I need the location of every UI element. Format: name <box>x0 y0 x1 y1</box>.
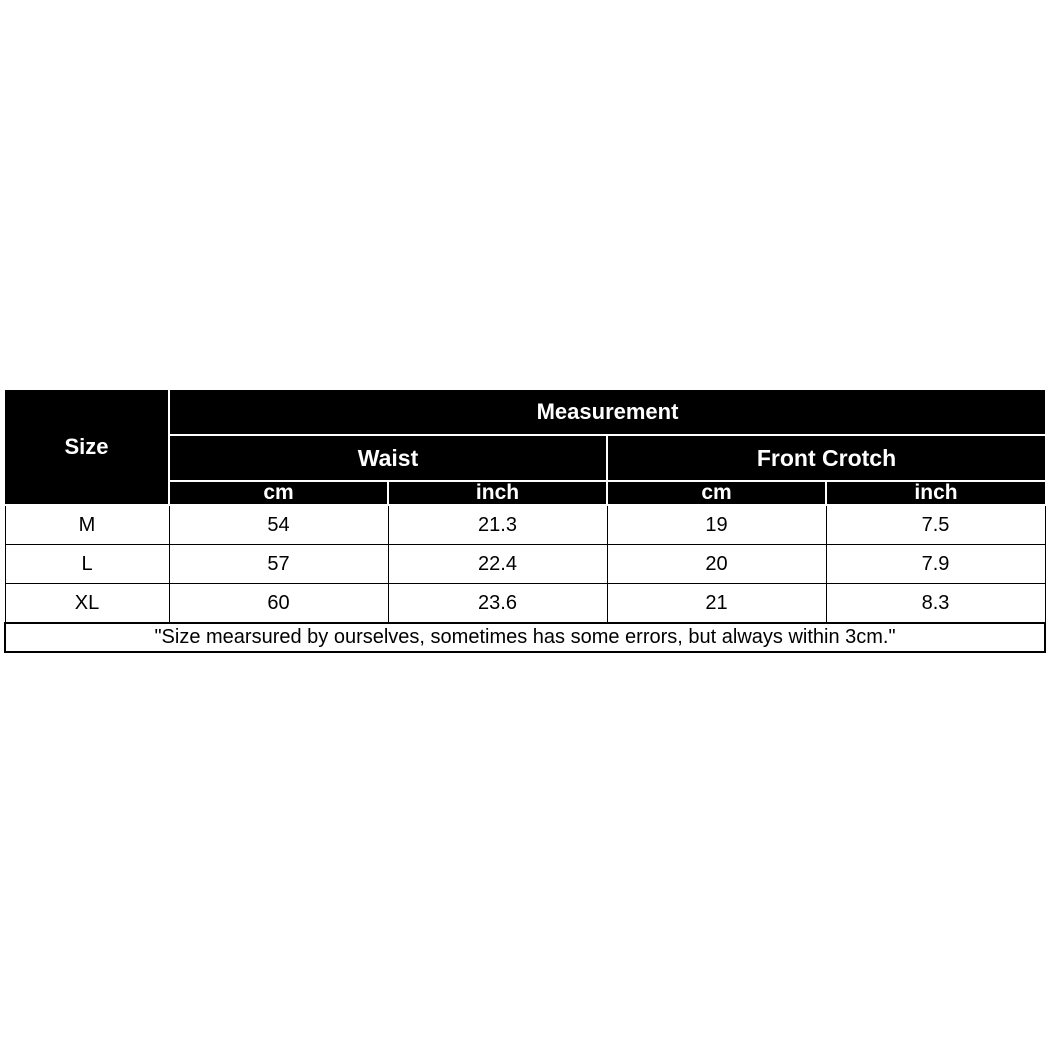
waist-header: Waist <box>169 435 607 481</box>
waist-cm-cell: 60 <box>169 584 388 624</box>
unit-header-crotch-inch: inch <box>826 481 1045 505</box>
size-header: Size <box>5 390 169 505</box>
crotch-cm-cell: 21 <box>607 584 826 624</box>
size-cell: M <box>5 505 169 545</box>
table-row <box>5 584 1045 624</box>
size-chart-table <box>4 390 1046 653</box>
waist-inch-cell: 22.4 <box>388 545 607 584</box>
crotch-inch-cell: 7.9 <box>826 545 1045 584</box>
front-crotch-header: Front Crotch <box>607 435 1045 481</box>
size-cell: XL <box>5 584 169 624</box>
crotch-inch-cell: 7.5 <box>826 505 1045 545</box>
waist-inch-cell: 23.6 <box>388 584 607 624</box>
waist-cm-cell: 57 <box>169 545 388 584</box>
waist-inch-cell: 21.3 <box>388 505 607 545</box>
crotch-cm-cell: 20 <box>607 545 826 584</box>
unit-header-waist-cm: cm <box>169 481 388 505</box>
size-cell: L <box>5 545 169 584</box>
waist-cm-cell: 54 <box>169 505 388 545</box>
unit-header-crotch-cm: cm <box>607 481 826 505</box>
measurement-note: "Size mearsured by ourselves, sometimes has some errors, but always within 3cm." <box>5 623 1045 652</box>
table-row <box>5 545 1045 584</box>
measurement-header: Measurement <box>169 390 1045 435</box>
unit-header-waist-inch: inch <box>388 481 607 505</box>
crotch-inch-cell: 8.3 <box>826 584 1045 624</box>
crotch-cm-cell: 19 <box>607 505 826 545</box>
note-row <box>5 623 1045 652</box>
table-row <box>5 505 1045 545</box>
